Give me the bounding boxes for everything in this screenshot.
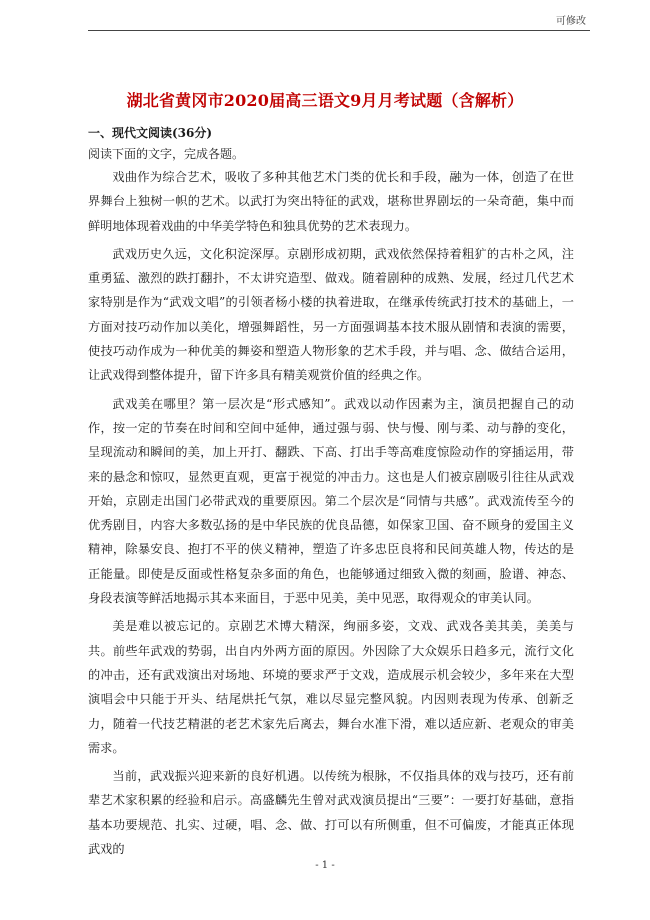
section-heading: 一、现代文阅读(36分): [88, 126, 213, 140]
paragraph: 武戏美在哪里？第一层次是“形式感知”。武戏以动作因素为主，演员把握自己的动作，按一定的节奏在时间和空间中延伸，通过强与弱、快与慢、刚与柔、动与静的变化，呈现流动和瞬间的美，加上开打、翻跌、下高、打出手等高难度惊险动作的穿插运用，带来的悬念和惊叹，显然更直观，更富于视觉的冲击力。这也是人们被京剧吸引往往从武戏开始，京剧走出国门必带武戏的重要原因。第二个层次是“同情与共感”。武戏流传至今的优秀剧目，内容大多数弘扬的是中华民族的优良品德，如保家卫国、奋不顾身的爱国主义精神，除暴安良、抱打不平的侠义精神，塑造了许多忠臣良将和民间英雄人物，传达的是正能量。即使是反面或性格复杂多面的角色，也能够通过细致入微的刻画，脸谱、神态、身段表演等鲜活地揭示其本来面目，于恶中见美，美中见恶，取得观众的审美认同。: [88, 396, 574, 606]
paragraph: 当前，武戏振兴迎来新的良好机遇。以传统为根脉，不仅指具体的戏与技巧，还有前辈艺术家积累的经验和启示。高盛麟先生曾对武戏演员提出“三要”：一要打好基础，意指基本功要规范、扎实、过硬，唱、念、做、打可以有所侧重，但不可偏废，才能真正体现武戏的: [88, 769, 574, 857]
paragraph: 武戏历史久远，文化积淀深厚。京剧形成初期，武戏依然保持着粗犷的古朴之风，注重勇猛、激烈的跌打翻扑，不太讲究造型、做戏。随着剧种的成熟、发展，经过几代艺术家特别是作为“武戏文唱”的引领者杨小楼的执着进取，在继承传统武打技术的基础上，一方面对技巧动作加以美化，增强舞蹈性，另一方面强调基本技术服从剧情和表演的需要，使技巧动作成为一种优美的舞姿和塑造人物形象的艺术手段，并与唱、念、做结合运用，让武戏得到整体提升，留下许多具有精美观赏价值的经典之作。: [88, 246, 574, 383]
header-rule: [88, 30, 590, 31]
page-number: - 1 -: [315, 860, 335, 871]
paragraph: 戏曲作为综合艺术，吸收了多种其他艺术门类的优长和手段，融为一体，创造了在世界舞台上独树一帜的艺术。以武打为突出特征的武戏，堪称世界剧坛的一朵奇葩，集中而鲜明地体现着戏曲的中华美学特色和独具优势的艺术表现力。: [88, 170, 574, 233]
paragraph: 美是难以被忘记的。京剧艺术博大精深，绚丽多姿，文戏、武戏各美其美，美美与共。前些年武戏的势弱，出自内外两方面的原因。外因除了大众娱乐日趋多元，流行文化的冲击，还有武戏演出对场地、环境的要求严于文戏，造成展示机会较少，多年来在大型演唱会中只能于开头、结尾烘托气氛，难以尽显完整风貌。内因则表现为传承、创新乏力，随着一代技艺精湛的老艺术家先后离去，舞台水准下滑，难以适应新、老观众的审美需求。: [88, 619, 574, 755]
document-title: 湖北省黄冈市2020届高三语文9月月考试题（含解析）: [126, 91, 524, 110]
article-body: [88, 165, 574, 865]
section-instruction: 阅读下面的文字，完成各题。: [88, 147, 245, 161]
header-note: 可修改: [556, 16, 586, 27]
